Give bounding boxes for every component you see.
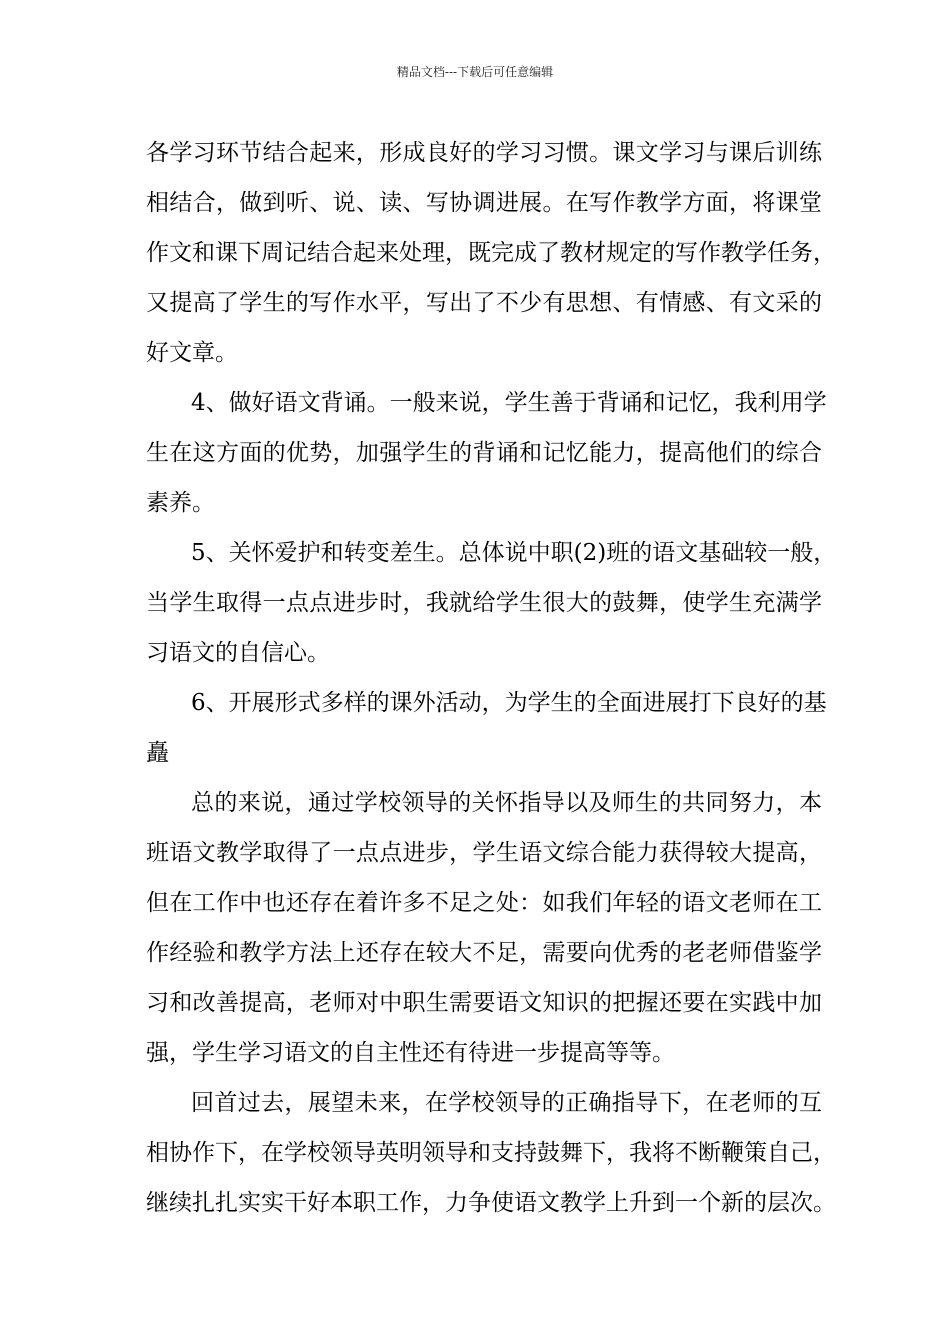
text-line: 继续扎扎实实干好本职工作，力争使语文教学上升到一个新的层次。 — [146, 1190, 836, 1216]
text-line: 素养。 — [146, 490, 215, 516]
text-line: 班语文教学取得了一点点进步，学生语文综合能力获得较大提高， — [146, 840, 822, 866]
text-line: 生在这方面的优势，加强学生的背诵和记忆能力，提高他们的综合 — [146, 440, 822, 466]
paragraph-2 — [146, 378, 827, 528]
text-line: 强，学生学习语文的自主性还有待进一步提高等等。 — [146, 1040, 675, 1066]
text-line: 相结合，做到听、说、读、写协调进展。在写作教学方面，将课堂 — [146, 190, 822, 216]
text-line: 习语文的自信心。 — [146, 640, 330, 666]
text-line: 相协作下，在学校领导英明领导和支持鼓舞下，我将不断鞭策自己， — [146, 1140, 836, 1166]
text-line: 习和改善提高，老师对中职生需要语文知识的把握还要在实践中加 — [146, 990, 822, 1016]
paragraph-5 — [146, 778, 822, 1078]
paragraph-6 — [146, 1078, 836, 1228]
paragraph-3 — [146, 528, 837, 678]
text-line: 但在工作中也还存在着许多不足之处：如我们年轻的语文老师在工 — [146, 890, 822, 916]
text-line: 5、关怀爱护和转变差生。总体说中职(2)班的语文基础较一般， — [191, 540, 837, 566]
paragraph-4 — [146, 678, 827, 778]
text-line: 4、做好语文背诵。一般来说，学生善于背诵和记忆，我利用学 — [191, 390, 827, 416]
text-line: 6、开展形式多样的课外活动，为学生的全面进展打下良好的基 — [191, 690, 827, 716]
document-body — [146, 128, 837, 1228]
text-line: 回首过去，展望未来，在学校领导的正确指导下，在老师的互 — [191, 1090, 822, 1116]
text-line: 作经验和教学方法上还存在较大不足，需要向优秀的老老师借鉴学 — [146, 940, 822, 966]
text-line: 矗 — [146, 740, 169, 766]
text-line: 又提高了学生的写作水平，写出了不少有思想、有情感、有文采的 — [146, 290, 822, 316]
text-line: 作文和课下周记结合起来处理，既完成了教材规定的写作教学任务， — [146, 240, 836, 266]
page-header: 精品文档---下载后可任意编辑 — [396, 65, 554, 79]
text-line: 各学习环节结合起来，形成良好的学习习惯。课文学习与课后训练 — [146, 140, 822, 166]
text-line: 总的来说，通过学校领导的关怀指导以及师生的共同努力，本 — [191, 790, 822, 816]
paragraph-1 — [146, 128, 836, 378]
text-line: 好文章。 — [146, 340, 238, 366]
text-line: 当学生取得一点点进步时，我就给学生很大的鼓舞，使学生充满学 — [146, 590, 822, 616]
